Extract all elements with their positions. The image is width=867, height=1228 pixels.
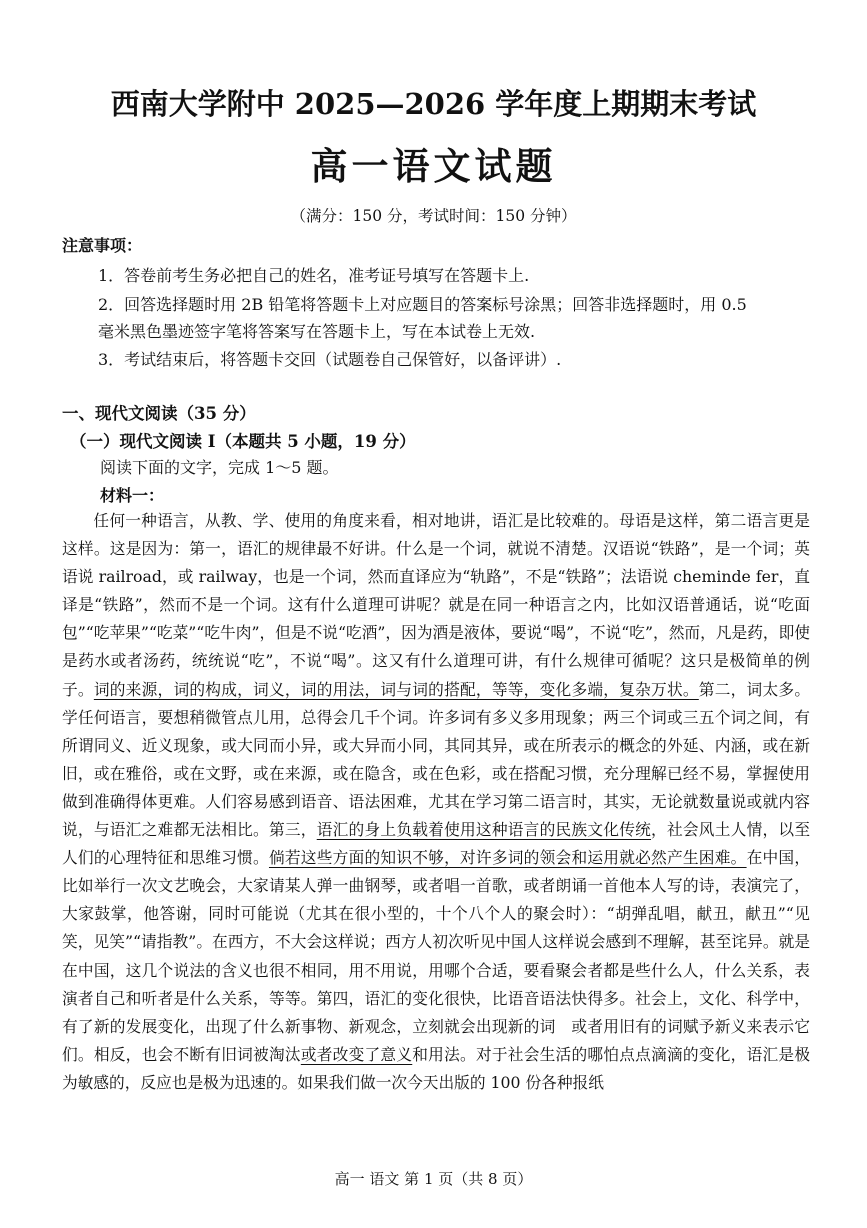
- underlined-text: 或者改变了意义: [300, 1044, 413, 1064]
- notice-title: 注意事项：: [62, 236, 143, 255]
- passage-text: 在中国，比如举行一次文艺晚会，大家请某人弹一曲钢琴，或者唱一首歌，或者朗诵一首他本人写的诗，表演完了，大家鼓掌，他答谢，同时可能说（尤其在很小型的，十个八个人的聚会时）：“胡弹乱唱，献丑，献丑”“见笑，见笑”“请指教”。在西方，不大会这样说；西方人初次听见中国人这样说会感到不理解，甚至诧异。就是在中国，这几个说法的含义也很不相同，用不用说，用哪个合适，要看聚会者都是些什么人，什么关系，表演者自己和听者是什么关系，等等。第四，语汇的变化很快，比语音语法快得多。社会上，文化、科学中，有了新的发展变化，出现了什么新事物、新观念，立刻就会出现新的词 或者用旧有的词赋予新义来表示它们。相反，也会不断有旧词被淘汰: [62, 848, 811, 1064]
- reading-passage: [62, 507, 810, 1097]
- material-label: 材料一：: [100, 486, 165, 505]
- passage-text: ，社会风土人情，以至人们的心理特征和思维习惯。: [62, 820, 811, 868]
- notice-item-2-continued: 毫米黑色墨迹签字笔将答案写在答题卡上，写在本试卷上无效.: [98, 322, 536, 341]
- notice-item-1: 1．答卷前考生务必把自己的姓名，准考证号填写在答题卡上.: [98, 266, 530, 285]
- underlined-text: 倘若这些方面的知识不够，对许多词的领会和运用就必然产生困难。: [268, 848, 747, 868]
- passage-text: 和用法。对于社会生活的哪怕点点滴滴的变化，语汇是极为敏感的，反应也是极为迅速的。如果我们做一次今天出版的 100 份各种报纸: [62, 1044, 811, 1092]
- section-title: 一、现代文阅读（35 分）: [62, 404, 256, 423]
- exam-title: 高一语文试题: [310, 144, 557, 188]
- passage-text: 任何一种语言，从教、学、使用的角度来看，相对地讲，语汇是比较难的。母语是这样，第二语言更是这样。这是因为：第一，语汇的规律最不好讲。什么是一个词，就说不清楚。汉语说“铁路”，是一个词；英语说 railroad，或 railway，也是一个词，然而直译应为“轨路”，不是“铁路”；法语说 cheminde fer，直译是“铁路”，然而不是一个词。这有什么道理可讲呢？就是在同一种语言之内，比如汉语普通话，说“吃面包”“吃苹果”“吃菜”“吃牛肉”，但是不说“吃酒”，因为酒是液体，要说“喝”，不说“吃”，然而，凡是药，即使是药水或者汤药，统统说“吃”，不说“喝”。这又有什么道理可讲，有什么规律可循呢？这只是极简单的例子。: [62, 511, 810, 699]
- notice-item-2: 2．回答选择题时用 2B 铅笔将答题卡上对应题目的答案标号涂黑；回答非选择题时，用 0.5: [98, 295, 747, 314]
- underlined-text: 词的来源，词的构成，词义，词的用法，词与词的搭配，等等，变化多端，复杂万状。: [93, 679, 699, 699]
- subsection-title: （一）现代文阅读 I（本题共 5 小题，19 分）: [70, 432, 416, 451]
- school-title: 西南大学附中 2025—2026 学年度上期期末考试: [110, 87, 757, 121]
- reading-instruction: 阅读下面的文字，完成 1～5 题。: [100, 458, 339, 477]
- underlined-text: 语汇的身上负载着使用这种语言的民族文化传统: [316, 820, 652, 840]
- notice-item-3: 3．考试结束后，将答题卡交回（试题卷自己保管好，以备评讲）.: [98, 350, 562, 369]
- exam-info: （满分：150 分，考试时间：150 分钟）: [290, 207, 577, 225]
- page-footer: 高一 语文 第 1 页（共 8 页）: [334, 1170, 533, 1188]
- passage-text: 第二，词太多。学任何语言，要想稍微管点儿用，总得会几千个词。许多词有多义多用现象；两三个词或三五个词之间，有所谓同义、近义现象，或大同而小异，或大异而小同，其同其异，或在所表示的概念的外延、内涵，或在新旧，或在雅俗，或在文野，或在来源，或在隐含，或在色彩，或在搭配习惯，充分理解已经不易，掌握使用做到准确得体更难。人们容易感到语音、语法困难，尤其在学习第二语言时，其实，无论就数量说或就内容说，与语汇之难都无法相比。第三，: [62, 679, 811, 840]
